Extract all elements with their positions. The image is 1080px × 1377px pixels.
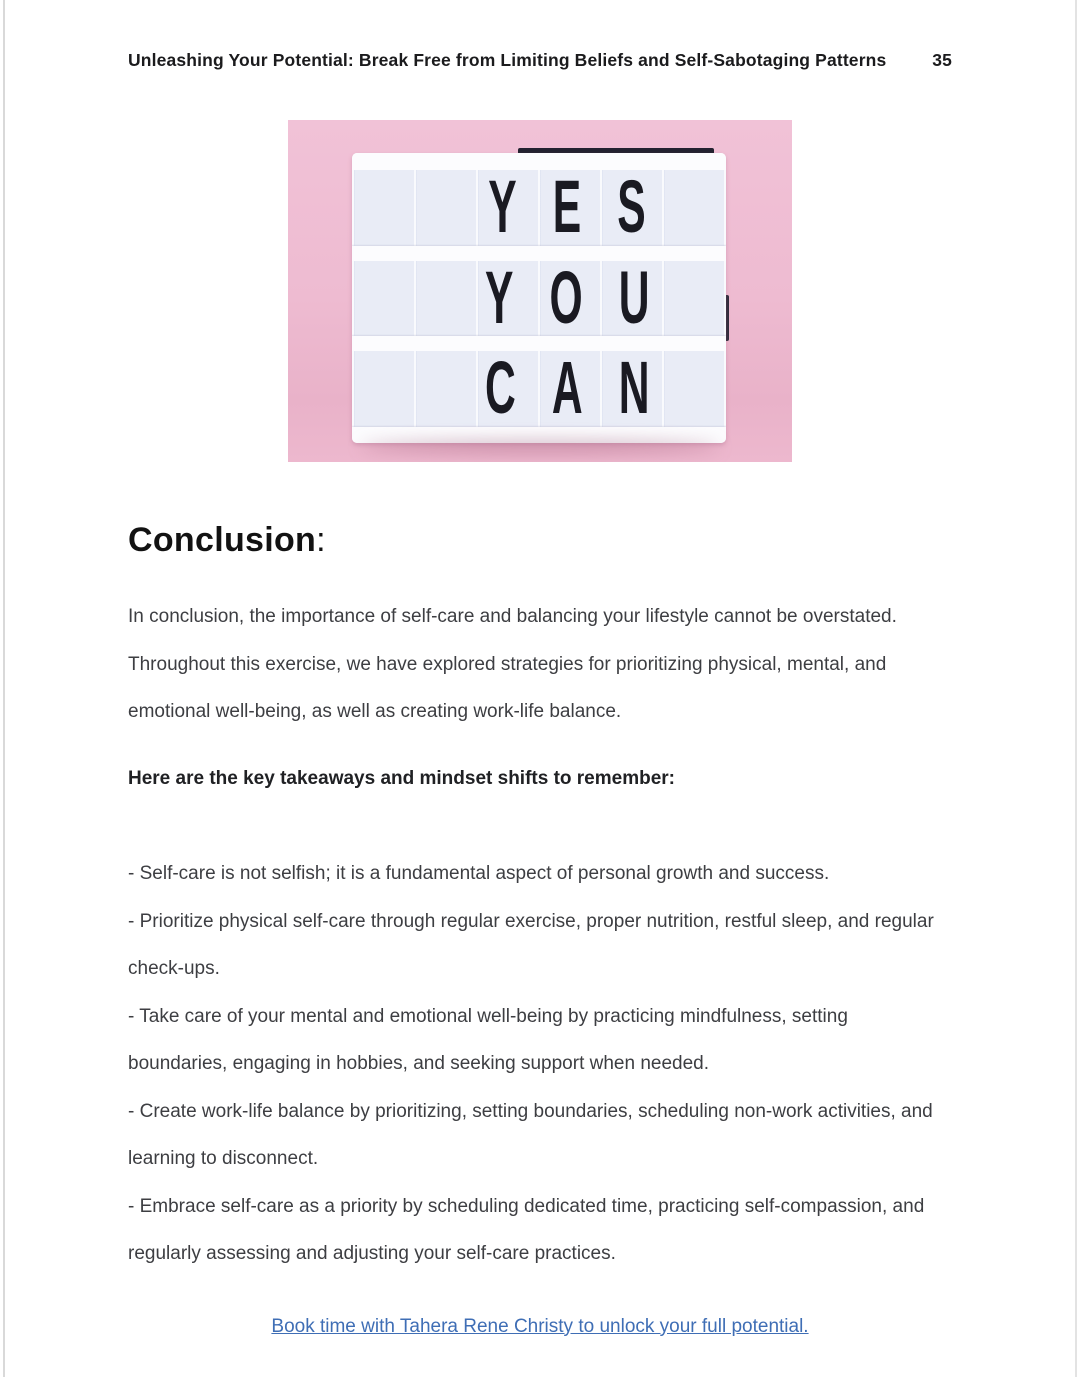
page-right-border	[1075, 0, 1077, 1377]
takeaway-item: - Prioritize physical self-care through regular exercise, proper nutrition, restful sleep, and regular check-ups.	[128, 910, 934, 979]
lightbox-text-yes: YES	[488, 166, 682, 250]
section-heading	[128, 519, 952, 561]
takeaway-list	[128, 850, 952, 1278]
lightbox	[352, 153, 726, 443]
lightbox-row-2	[352, 257, 726, 340]
lightbox-photo	[288, 120, 792, 462]
page-left-border	[3, 0, 5, 1377]
key-takeaways-line: Here are the key takeaways and mindset shifts to remember:	[128, 767, 676, 789]
takeaway-item: - Create work-life balance by prioritizing, setting boundaries, scheduling non-work activities, and learning to disconnect.	[128, 1100, 933, 1169]
booking-link[interactable]: Book time with Tahera Rene Christy to unlock your full potential.	[271, 1315, 809, 1337]
running-header	[128, 0, 952, 71]
lightbox-text-you: YOU	[484, 257, 686, 340]
lightbox-front	[352, 153, 726, 443]
intro-paragraph: In conclusion, the importance of self-care and balancing your lifestyle cannot be overstated. Throughout this exercise, we have explored strategies for prioritizing physical, mental, and emotional well-being, as well as creating work-life balance.	[128, 606, 897, 722]
lightbox-row-1	[352, 166, 726, 250]
section-heading-colon: :	[316, 521, 326, 559]
header-title: Unleashing Your Potential: Break Free from Limiting Beliefs and Self-Sabotaging Patterns	[128, 50, 887, 70]
page-number: 35	[932, 50, 952, 70]
lightbox-shadow	[360, 440, 720, 453]
takeaway-item: - Self-care is not selfish; it is a fundamental aspect of personal growth and success.	[128, 863, 830, 884]
booking-link-row	[128, 1314, 952, 1340]
takeaway-item: - Embrace self-care as a priority by scheduling dedicated time, practicing self-compassion, and regularly assessing and adjusting your self-care practices.	[128, 1195, 925, 1264]
lightbox-row-3	[352, 347, 726, 431]
lightbox-text-can: CAN	[484, 347, 686, 431]
section-heading-text: Conclusion	[128, 521, 317, 559]
takeaway-item: - Take care of your mental and emotional well-being by practicing mindfulness, setting boundaries, engaging in hobbies, and seeking support when needed.	[128, 1005, 848, 1074]
